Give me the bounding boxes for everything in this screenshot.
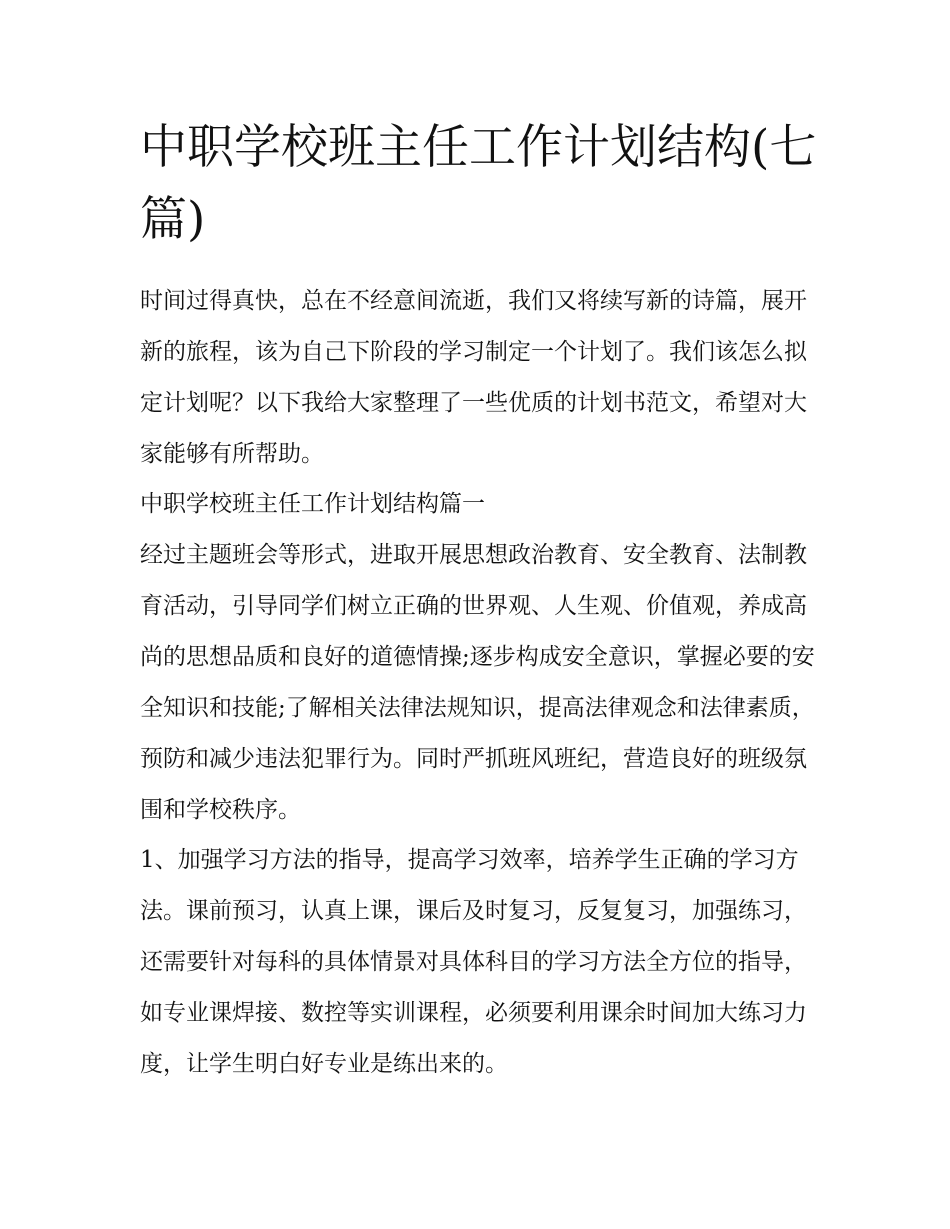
body-paragraph: 1、加强学习方法的指导，提高学习效率，培养学生正确的学习方法。课前预习，认真上课，课后及时复习，反复复习，加强练习，还需要针对每科的具体情景对具体科目的学习方法全方位的指导，如专业课焊接、数控等实训课程，必须要利用课余时间加大练习力度，让学生明白好专业是练出来的。 <box>140 847 807 1077</box>
page-title: 中职学校班主任工作计划结构(七篇) <box>140 120 817 247</box>
section-heading: 中职学校班主任工作计划结构篇一 <box>140 491 485 517</box>
body-paragraph: 经过主题班会等形式，进取开展思想政治教育、安全教育、法制教育活动，引导同学们树立正确的世界观、人生观、价值观，养成高尚的思想品质和良好的道德情操;逐步构成安全意识，掌握必要的安全知识和技能;了解相关法律法规知识，提高法律观念和法律素质，预防和减少违法犯罪行为。同时严抓班风班纪，营造良好的班级氛围和学校秩序。 <box>140 542 815 823</box>
intro-paragraph: 时间过得真快，总在不经意间流逝，我们又将续写新的诗篇，展开新的旅程，该为自己下阶段的学习制定一个计划了。我们该怎么拟定计划呢？以下我给大家整理了一些优质的计划书范文，希望对大家能够有所帮助。 <box>140 288 807 467</box>
